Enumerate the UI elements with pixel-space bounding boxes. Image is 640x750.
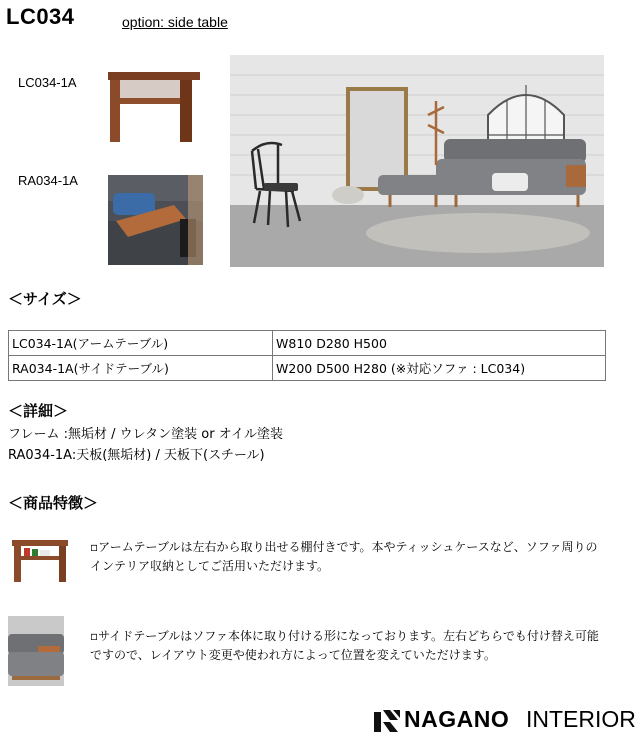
feature-arm-table-text: ▫アームテーブルは左右から取り出せる棚付きです。本やティッシュケースなど、ソファ周りのインテリア収納としてご活用いただけます。 [90, 540, 598, 573]
table-cell-dims: W200 D500 H280 (※対応ソファ : LC034) [273, 356, 606, 381]
model-code: LC034 [6, 4, 75, 29]
size-table [8, 330, 606, 381]
table-row [9, 331, 606, 356]
brand-name-bold: NAGANO [404, 706, 510, 732]
room-photo [230, 55, 604, 267]
detail-frame-line: フレーム :無垢材 / ウレタン塗装 or オイル塗装 [8, 427, 284, 442]
table-row [9, 356, 606, 381]
feature-side-table-text: ▫サイドテーブルはソファ本体に取り付ける形になっております。左右どちらでも付け替え可能ですので、レイアウト変更や使われ方によって位置を変えていただけます。 [90, 629, 599, 662]
side-table-thumbnail [8, 616, 64, 686]
product-label-ra034: RA034-1A [18, 173, 78, 188]
size-section-title: ＜サイズ＞ [8, 290, 82, 308]
table-cell-name: LC034-1A(アームテーブル) [9, 331, 273, 356]
option-label: option: side table [122, 14, 228, 30]
detail-top-line: RA034-1A:天板(無垢材) / 天板下(スチール) [8, 448, 265, 463]
arm-table-thumbnail [8, 530, 72, 586]
nagano-logo-icon [374, 708, 400, 734]
product-label-lc034: LC034-1A [18, 75, 77, 90]
brand-name-light: INTERIOR [526, 706, 636, 732]
arm-table-image [104, 68, 202, 146]
detail-section-title: ＜詳細＞ [8, 402, 69, 420]
table-cell-dims: W810 D280 H500 [273, 331, 606, 356]
feature-section-title: ＜商品特徴＞ [8, 494, 99, 512]
table-cell-name: RA034-1A(サイドテーブル) [9, 356, 273, 381]
side-table-image [108, 175, 203, 265]
